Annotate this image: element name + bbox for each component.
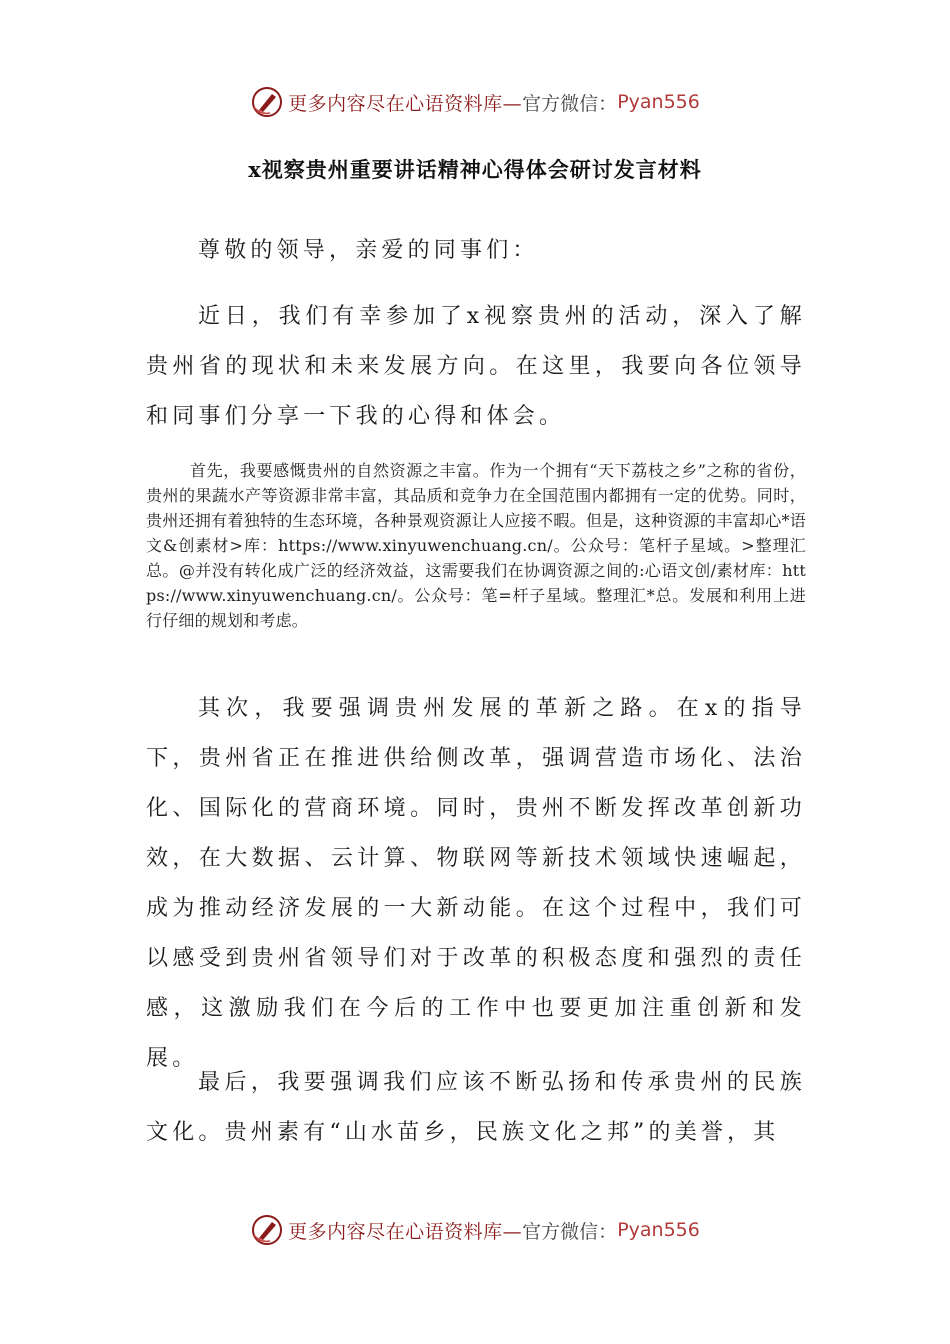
pen-nib-logo-icon: [250, 85, 284, 119]
banner-wechat-label: 官方微信：: [522, 92, 618, 115]
header-banner: [0, 82, 950, 122]
banner-site-text: 更多内容尽在心语资料库—: [288, 92, 523, 115]
paragraph-intro: 近日，我们有幸参加了x视察贵州的活动，深入了解贵州省的现状和未来发展方向。在这里，我要向各位领导和同事们分享一下我的心得和体会。: [146, 304, 806, 429]
paragraph-culture: 最后，我要强调我们应该不断弘扬和传承贵州的民族文化。贵州素有“山水苗乡，民族文化之邦”的美誉，其: [146, 1070, 806, 1145]
footer-banner: [0, 1210, 950, 1250]
footer-wechat-id: Pyan556: [617, 1219, 700, 1241]
document-title: x视察贵州重要讲话精神心得体会研讨发言材料: [248, 157, 702, 182]
footer-site-text: 更多内容尽在心语资料库—: [288, 1220, 523, 1243]
greeting: 尊敬的领导，亲爱的同事们：: [198, 238, 539, 263]
paragraph-resources: 首先，我要感慨贵州的自然资源之丰富。作为一个拥有“天下荔枝之乡”之称的省份，贵州的果蔬水产等资源非常丰富，其品质和竞争力在全国范围内都拥有一定的优势。同时，贵州还拥有着独特的生态环境，各种景观资源让人应接不暇。但是，这种资源的丰富却心*语文&创素材>库：https://www.xinyuwenchuang.cn/。公众号：笔杆子星域。>整理汇总。@并没有转化成广泛的经济效益，这需要我们在协调资源之间的:心语文创/素材库：https://www.xinyuwenchuang.cn/。公众号：笔=杆子星域。整理汇*总。发展和利用上进行仔细的规划和考虑。: [146, 461, 806, 630]
pen-nib-logo-icon: [250, 1213, 284, 1247]
footer-wechat-label: 官方微信：: [522, 1220, 618, 1243]
paragraph-reform: 其次，我要强调贵州发展的革新之路。在x的指导下，贵州省正在推进供给侧改革，强调营造市场化、法治化、国际化的营商环境。同时，贵州不断发挥改革创新功效，在大数据、云计算、物联网等新技术领域快速崛起，成为推动经济发展的一大新动能。在这个过程中，我们可以感受到贵州省领导们对于改革的积极态度和强烈的责任感，这激励我们在今后的工作中也要更加注重创新和发展。: [146, 696, 806, 1071]
banner-wechat-id: Pyan556: [617, 91, 700, 113]
